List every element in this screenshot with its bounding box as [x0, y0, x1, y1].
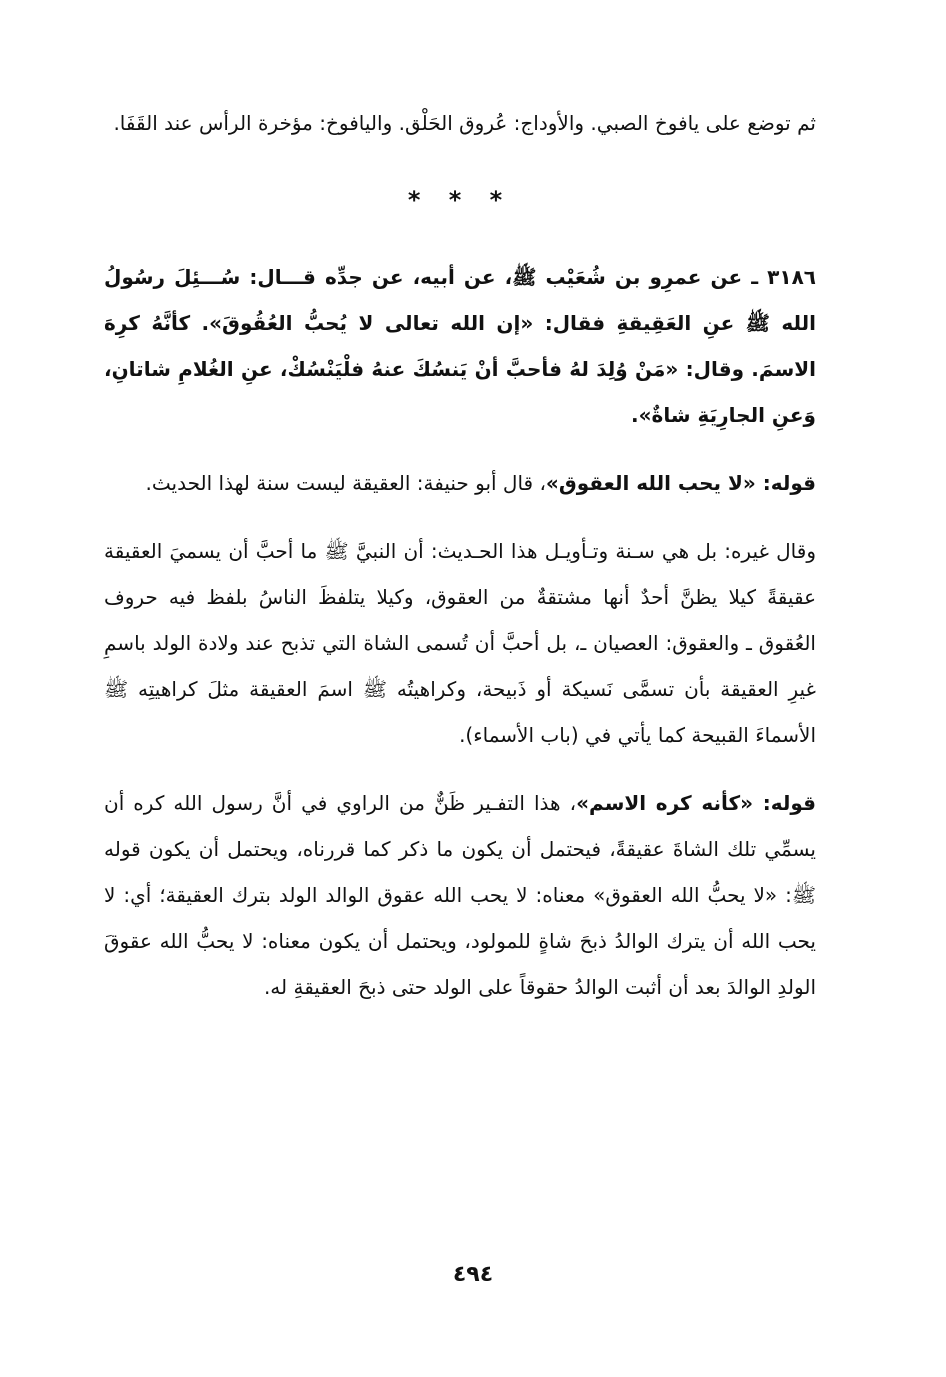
commentary-text-3: ، هذا التفـير ظَنٌّ من الراوي في أنَّ رسول الله كره أن يسمِّي تلك الشاةَ عقيقةً، فيحتمل أن يكون ما ذكر كما قررناه، ويحتمل أن يكون قوله ﷺ: «لا يحبُّ الله العقوق» معناه: لا يحب الله عقوق الوالد الولد بترك العقيقة؛ أي: لا يحب الله أن يترك الوالدُ ذبحَ شاةٍ للمولود، ويحتمل أن يكون معناه: لا يحبُّ الله عقوقَ الولدِ الوالدَ بعد أن أثبت الوالدُ حقوقاً على الولد حتى ذبحَ العقيقةِ له. — [104, 791, 816, 999]
page-number: ٤٩٤ — [452, 1262, 494, 1287]
commentary-label-3: قوله: «كأنه كره الاسم» — [576, 791, 816, 815]
hadith-middle: . كأنَّهُ كرِهَ الاسمَ. وقال: — [104, 311, 817, 381]
commentary-paragraph-1 — [104, 460, 816, 506]
hadith-end: . — [631, 403, 639, 427]
paragraph-gloss: ثم توضع على يافوخ الصبي. والأوداج: عُروق الحَلْق. واليافوخ: مؤخرة الرأس عند القَفَا. — [113, 111, 816, 135]
hadith-paragraph — [104, 254, 816, 438]
commentary-paragraph-2: وقال غيره: بل هي سـنة وتـأويـل هذا الحـديث: أن النبيَّ ﷺ ما أحبَّ أن يسميَ العقيقة عقيقةً كيلا يظنَّ أحدٌ أنها مشتقةٌ من العقوق، وكيلا يتلفظَ الناسُ بلفظ فيه حروف العُقوق ـ والعقوق: العصيان ـ، بل أحبَّ أن تُسمى الشاة التي تذبح عند ولادة الولد باسمِ غيرِ العقيقة بأن تسمَّى نَسيكة أو ذَبيحة، وكراهيتُه ﷺ اسمَ العقيقة مثلَ كراهيتِه ﷺ الأسماءَ القبيحة كما يأتي في (باب الأسماء). — [104, 539, 816, 747]
hadith-quote-1: «إن الله تعالى لا يُحبُّ العُقُوقَ» — [209, 311, 534, 335]
commentary-label-1: قوله: «لا يحب الله العقوق» — [545, 471, 816, 495]
hadith-intro: ٣١٨٦ ـ عن عمرِو بن شُعَيْب ﷺ، عن أبيه، عن جدِّه قـــال: سُـــئِلَ رسُولُ الله ﷺ عنِ العَقِيقةِ فقال: — [104, 265, 817, 335]
commentary-text-1: ، قال أبو حنيفة: العقيقة ليست سنة لهذا الحديث. — [145, 471, 546, 495]
hadith-quote-2: «مَنْ وُلِدَ لهُ فأحبَّ أنْ يَنسُكَ عنهُ فلْيَنْسُكْ، عنِ الغُلامِ شاتانِ، وَعنِ الجارِيَةِ شاةٌ» — [104, 357, 816, 427]
page-body — [104, 100, 816, 1010]
commentary-paragraph-3 — [104, 780, 816, 1010]
section-separator: * * * — [407, 186, 513, 214]
